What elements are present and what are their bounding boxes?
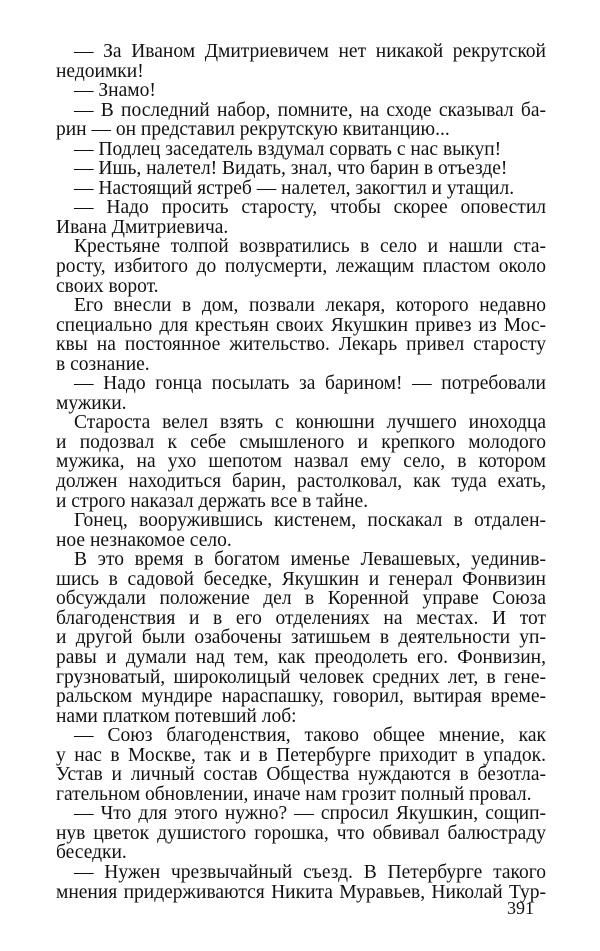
text-line: Крестьяне толпой возвратились в село и нашли ста- <box>74 236 546 258</box>
text-line: и подозвал к себе смышленого и крепкого молодого <box>56 431 546 453</box>
text-line: мужика, на ухо шепотом назвал ему село, в котором <box>56 451 546 473</box>
text-line: — В последний набор, помните, на сходе сказывал ба- <box>74 99 546 121</box>
text-line: — Союз благоденствия, таково общее мнение, как <box>74 725 546 747</box>
text-line: — Настоящий ястреб — налетел, закогтил и утащил. <box>74 177 515 199</box>
page-number: 391 <box>507 898 534 918</box>
text-line: мужики. <box>56 392 127 414</box>
text-line: и строго наказал держать все в тайне. <box>56 490 369 512</box>
text-line: и другой были озабочены затишьем в деятельности уп- <box>56 627 546 649</box>
text-line: — Что для этого нужно? — спросил Якушкин, сощип- <box>74 803 546 825</box>
text-line: у нас в Москве, так и в Петербурге приходит в упадок. <box>56 744 546 766</box>
text-line: рин — он представил рекрутскую квитанцию... <box>56 119 450 141</box>
text-line: грузноватый, широколицый человек средних лет, в гене- <box>56 666 546 688</box>
text-line: — Подлец заседатель вздумал сорвать с нас выкуп! <box>74 138 502 160</box>
text-line: в сознание. <box>56 353 150 375</box>
text-line: должен находиться барин, растолковал, как туда ехать, <box>56 471 546 493</box>
text-line: Староста велел взять с конюшни лучшего иноходца <box>74 412 546 434</box>
text-line: — Нужен чрезвычайный съезд. В Петербурге такого <box>74 861 546 883</box>
text-line: Его внесли в дом, позвали лекаря, которого недавно <box>74 295 546 317</box>
text-line: нув цветок душистого горошка, что обвивал балюстраду <box>56 822 546 844</box>
text-line: ное незнакомое село. <box>56 529 232 551</box>
text-line: Ивана Дмитриевича. <box>56 216 229 238</box>
text-line: равы и думали над тем, как преодолеть его. Фонвизин, <box>56 646 546 668</box>
text-line: своих ворот. <box>56 275 159 297</box>
text-line: гательном обновлении, иначе нам грозит полный провал. <box>56 783 532 805</box>
text-line: — Надо гонца посылать за барином! — потребовали <box>74 373 546 395</box>
text-line: — Надо просить старосту, чтобы скорее оповестил <box>74 197 546 219</box>
text-line: — Знамо! <box>74 80 156 102</box>
text-line: — Ишь, налетел! Видать, знал, что барин в отъезде! <box>74 158 508 180</box>
text-line: обсуждали положение дел в Коренной управе Союза <box>56 588 546 610</box>
text-line: квы на постоянное жительство. Лекарь привел старосту <box>56 334 546 356</box>
text-line: Устав и личный состав Общества нуждаются в безотла- <box>56 764 546 786</box>
text-line: недоимки! <box>56 60 144 82</box>
text-line: росту, избитого до полусмерти, лежащим пластом около <box>56 256 546 278</box>
text-line: шись в садовой беседке, Якушкин и генерал Фонвизин <box>56 568 546 590</box>
text-line: нами платком потевший лоб: <box>56 705 297 727</box>
text-line: ральском мундире нараспашку, говорил, вытирая време- <box>56 686 546 708</box>
text-line: — За Иваном Дмитриевичем нет никакой рекрутской <box>74 41 546 62</box>
text-line: Гонец, вооружившись кистенем, поскакал в отдален- <box>74 510 546 532</box>
text-line: беседки. <box>56 842 127 864</box>
body-text <box>56 42 546 902</box>
text-line: В это время в богатом именье Левашевых, уединив- <box>74 549 546 571</box>
text-line: мнения придерживаются Никита Муравьев, Николай Тур- <box>56 881 546 903</box>
text-line: благоденствия и в его отделениях на местах. И тот <box>56 607 546 629</box>
text-line: специально для крестьян своих Якушкин привез из Мос- <box>56 314 546 336</box>
